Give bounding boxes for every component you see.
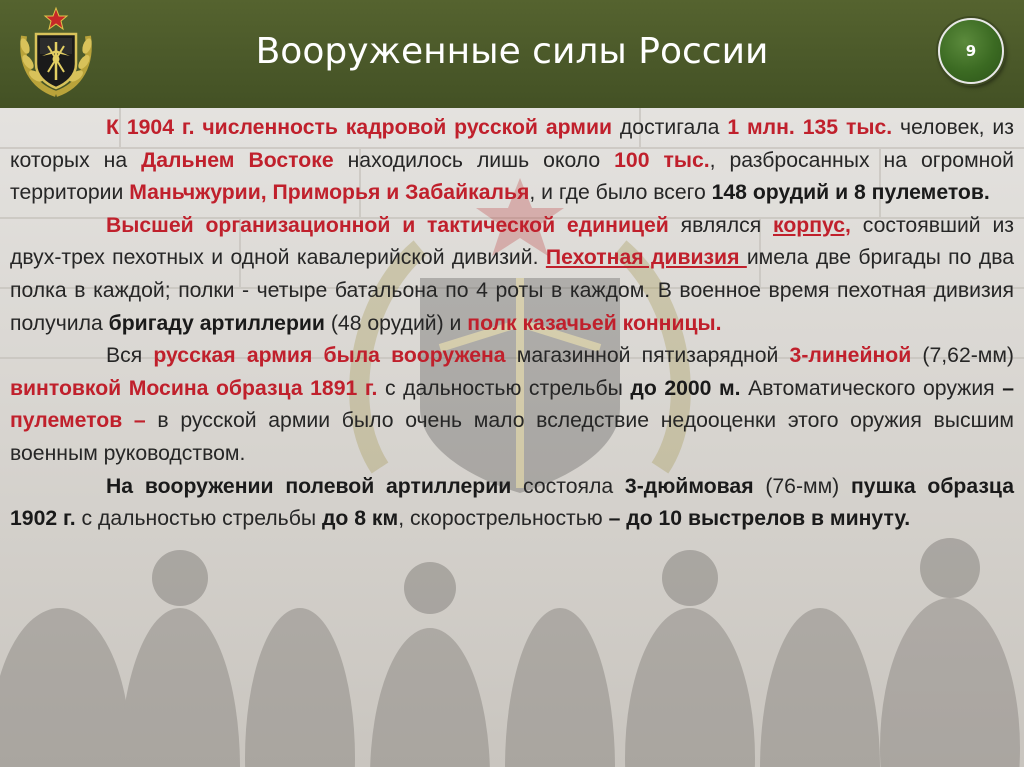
text-run: , скорострельностью <box>398 507 609 531</box>
text-run: 3-линейной <box>789 344 912 368</box>
text-run: Маньчжурии, Приморья и Забайкалья <box>129 181 530 205</box>
text-run: человек, из которых на <box>10 116 1014 172</box>
text-run: (48 орудий) и <box>324 311 468 335</box>
text-run: Вся <box>106 344 154 368</box>
text-run: К 1904 г. численность кадровой русской армии <box>106 116 613 139</box>
text-run: Высшей организационной и тактической единицей <box>106 213 669 237</box>
text-run: являлся <box>668 213 773 237</box>
text-run: до 2000 м. <box>630 376 741 400</box>
text-run: с дальностью стрельбы <box>75 507 322 531</box>
text-run: Дальнем Востоке <box>141 148 334 172</box>
text-run: (7,62-мм) <box>911 344 1014 368</box>
text-run: находилось лишь около <box>333 148 615 172</box>
slide-title: Вооруженные силы России <box>255 31 769 72</box>
text-run: состоявший из двух-трех пехотных и одной кавалерийской дивизий. <box>10 213 1014 270</box>
text-run: 148 орудий и 8 пулеметов. <box>711 181 990 205</box>
text-run: состояла <box>511 474 625 498</box>
paragraph-2 <box>10 210 1014 340</box>
text-run: русская армия была вооружена <box>153 344 506 368</box>
text-run: имела две бригады по два полка в каждой; полки - четыре батальона по 4 роты в каждом. В военное время пехотная дивизия получила <box>10 246 1014 335</box>
text-run: (76-мм) <box>753 474 851 498</box>
text-run: На вооружении полевой артиллерии <box>106 474 512 498</box>
text-run: достигала <box>612 116 728 139</box>
text-run: винтовкой Мосина образца 1891 г. <box>10 376 378 400</box>
paragraph-4 <box>10 471 1014 536</box>
text-run: , разбросанных на огромной территории <box>10 148 1014 205</box>
text-run: в русской армии было очень мало вследствие недооценки этого оружия высшим военным руководством. <box>10 409 1014 465</box>
text-run: 100 тыс. <box>614 148 710 172</box>
text-run: магазинной пятизарядной <box>505 344 790 368</box>
text-run: Пехотная дивизия <box>545 246 747 270</box>
text-run: – до 10 выстрелов в минуту. <box>608 507 911 531</box>
main-text <box>10 112 1014 536</box>
text-run: с дальностью стрельбы <box>377 376 631 400</box>
header-bar <box>0 0 1024 108</box>
text-run: Автоматического оружия <box>740 376 1003 400</box>
page-number-badge: 9 <box>938 18 1004 84</box>
text-run: бригаду артиллерии <box>108 311 325 335</box>
text-run: до 8 км <box>321 507 399 531</box>
text-run: – <box>1002 376 1015 400</box>
text-run: 3-дюймовая <box>624 474 754 498</box>
text-run: пулеметов – <box>10 409 146 433</box>
text-run: корпус, <box>773 213 851 237</box>
text-run: , и где было всего <box>529 181 712 205</box>
text-run: пушка образца 1902 г. <box>10 474 1015 531</box>
paragraph-1 <box>10 112 1014 210</box>
paragraph-3 <box>10 340 1014 470</box>
text-run: 1 млн. 135 тыс. <box>727 116 893 139</box>
text-run: полк казачьей конницы. <box>467 311 722 335</box>
